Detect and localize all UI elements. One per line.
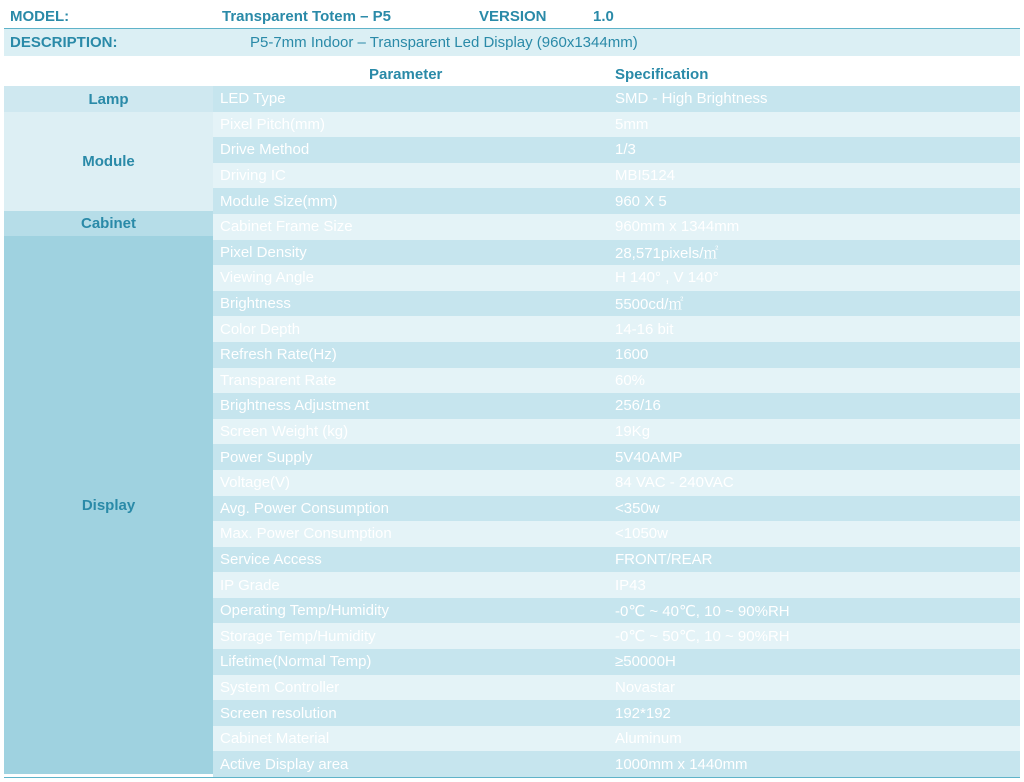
specification-cell: FRONT/REAR — [615, 550, 713, 568]
specification-cell: IP43 — [615, 576, 646, 594]
table-row — [213, 240, 1020, 266]
parameter-cell: Pixel Density — [220, 243, 307, 261]
parameter-cell: Screen Weight (kg) — [220, 423, 349, 441]
version-value: 1.0 — [593, 7, 614, 25]
specification-cell: Novastar — [615, 678, 676, 696]
parameter-cell: Lifetime(Normal Temp) — [220, 653, 372, 671]
specification-cell: 960 X 5 — [615, 192, 667, 210]
parameter-cell: Transparent Rate — [220, 371, 337, 389]
table-row — [213, 444, 1020, 470]
description-row — [4, 29, 1020, 56]
group-column — [4, 86, 213, 777]
specification-cell: MBI5124 — [615, 167, 676, 185]
model-label: MODEL: — [10, 7, 70, 25]
parameter-cell: Driving IC — [220, 167, 286, 185]
parameter-cell: Refresh Rate(Hz) — [220, 346, 337, 364]
parameter-cell: Drive Method — [220, 141, 310, 159]
group-display: Display — [4, 236, 213, 774]
table-row — [213, 700, 1020, 726]
table-row — [213, 496, 1020, 522]
group-module: Module — [4, 112, 213, 211]
specification-cell: Aluminum — [615, 730, 682, 748]
specification-cell: 5500cd/㎡ — [615, 296, 684, 314]
specification-cell: SMD - High Brightness — [615, 90, 768, 108]
parameter-cell: Screen resolution — [220, 704, 337, 722]
spec-table — [4, 86, 1020, 778]
model-row — [4, 4, 1020, 29]
description-text: P5-7mm Indoor – Transparent Led Display (960x1344mm) — [250, 34, 638, 51]
parameter-cell: Avg. Power Consumption — [220, 499, 389, 517]
column-header-row — [4, 62, 1020, 86]
table-row — [213, 214, 1020, 240]
specification-cell: <1050w — [615, 525, 668, 543]
version-label: VERSION — [479, 7, 547, 25]
specification-cell: <350w — [615, 499, 660, 517]
specification-cell: -0℃ ~ 50℃, 10 ~ 90%RH — [615, 628, 790, 646]
table-row — [213, 393, 1020, 419]
specification-cell: 192*192 — [615, 704, 671, 722]
table-row — [213, 163, 1020, 189]
specification-cell: 256/16 — [615, 397, 661, 415]
parameter-cell: System Controller — [220, 678, 340, 696]
parameter-cell: Power Supply — [220, 448, 313, 466]
spec-rows — [213, 86, 1020, 777]
specification-cell: 28,571pixels/㎡ — [615, 244, 719, 262]
parameter-cell: Viewing Angle — [220, 269, 314, 287]
parameter-cell: IP Grade — [220, 576, 280, 594]
parameter-cell: Brightness — [220, 295, 291, 313]
specification-cell: 5mm — [615, 115, 649, 133]
specification-cell: 5V40AMP — [615, 448, 683, 466]
table-row — [213, 675, 1020, 701]
description-label: DESCRIPTION: — [10, 34, 118, 51]
table-row — [213, 572, 1020, 598]
specification-cell: 84 VAC - 240VAC — [615, 474, 734, 492]
table-row — [213, 726, 1020, 752]
table-row — [213, 470, 1020, 496]
table-row — [213, 316, 1020, 342]
table-row — [213, 188, 1020, 214]
table-row — [213, 751, 1020, 777]
model-name: Transparent Totem – P5 — [222, 7, 391, 25]
table-row — [213, 547, 1020, 573]
parameter-cell: Max. Power Consumption — [220, 525, 392, 543]
specification-cell: 14-16 bit — [615, 320, 674, 338]
specification-cell: -0℃ ~ 40℃, 10 ~ 90%RH — [615, 602, 790, 620]
table-row — [213, 291, 1020, 317]
specification-cell: 1600 — [615, 346, 649, 364]
specification-cell: 1/3 — [615, 141, 636, 159]
specification-cell: ≥50000H — [615, 653, 676, 671]
parameter-cell: Operating Temp/Humidity — [220, 602, 389, 620]
table-row — [213, 137, 1020, 163]
parameter-cell: Active Display area — [220, 755, 349, 773]
table-row — [213, 419, 1020, 445]
group-lamp: Lamp — [4, 86, 213, 112]
table-row — [213, 521, 1020, 547]
parameter-cell: Brightness Adjustment — [220, 397, 370, 415]
specification-cell: 19Kg — [615, 423, 651, 441]
spec-sheet — [4, 4, 1020, 778]
parameter-cell: Cabinet Material — [220, 730, 330, 748]
specification-column-header: Specification — [615, 65, 709, 83]
specification-cell: 960mm x 1344mm — [615, 218, 740, 236]
table-row — [213, 265, 1020, 291]
table-row — [213, 623, 1020, 649]
specification-cell: 1000mm x 1440mm — [615, 755, 748, 773]
specification-cell: 60% — [615, 371, 646, 389]
table-row — [213, 112, 1020, 138]
parameter-cell: Service Access — [220, 550, 322, 568]
parameter-cell: Module Size(mm) — [220, 192, 338, 210]
parameter-cell: Color Depth — [220, 320, 301, 338]
table-row — [213, 368, 1020, 394]
parameter-cell: Voltage(V) — [220, 474, 291, 492]
table-row — [213, 649, 1020, 675]
parameter-column-header: Parameter — [369, 65, 443, 83]
table-row — [213, 342, 1020, 368]
parameter-cell: Storage Temp/Humidity — [220, 627, 376, 645]
parameter-cell: LED Type — [220, 90, 286, 108]
parameter-cell: Cabinet Frame Size — [220, 218, 353, 236]
table-row — [213, 86, 1020, 112]
specification-cell: H 140° , V 140° — [615, 269, 719, 287]
table-row — [213, 598, 1020, 624]
parameter-cell: Pixel Pitch(mm) — [220, 115, 326, 133]
group-cabinet: Cabinet — [4, 211, 213, 236]
